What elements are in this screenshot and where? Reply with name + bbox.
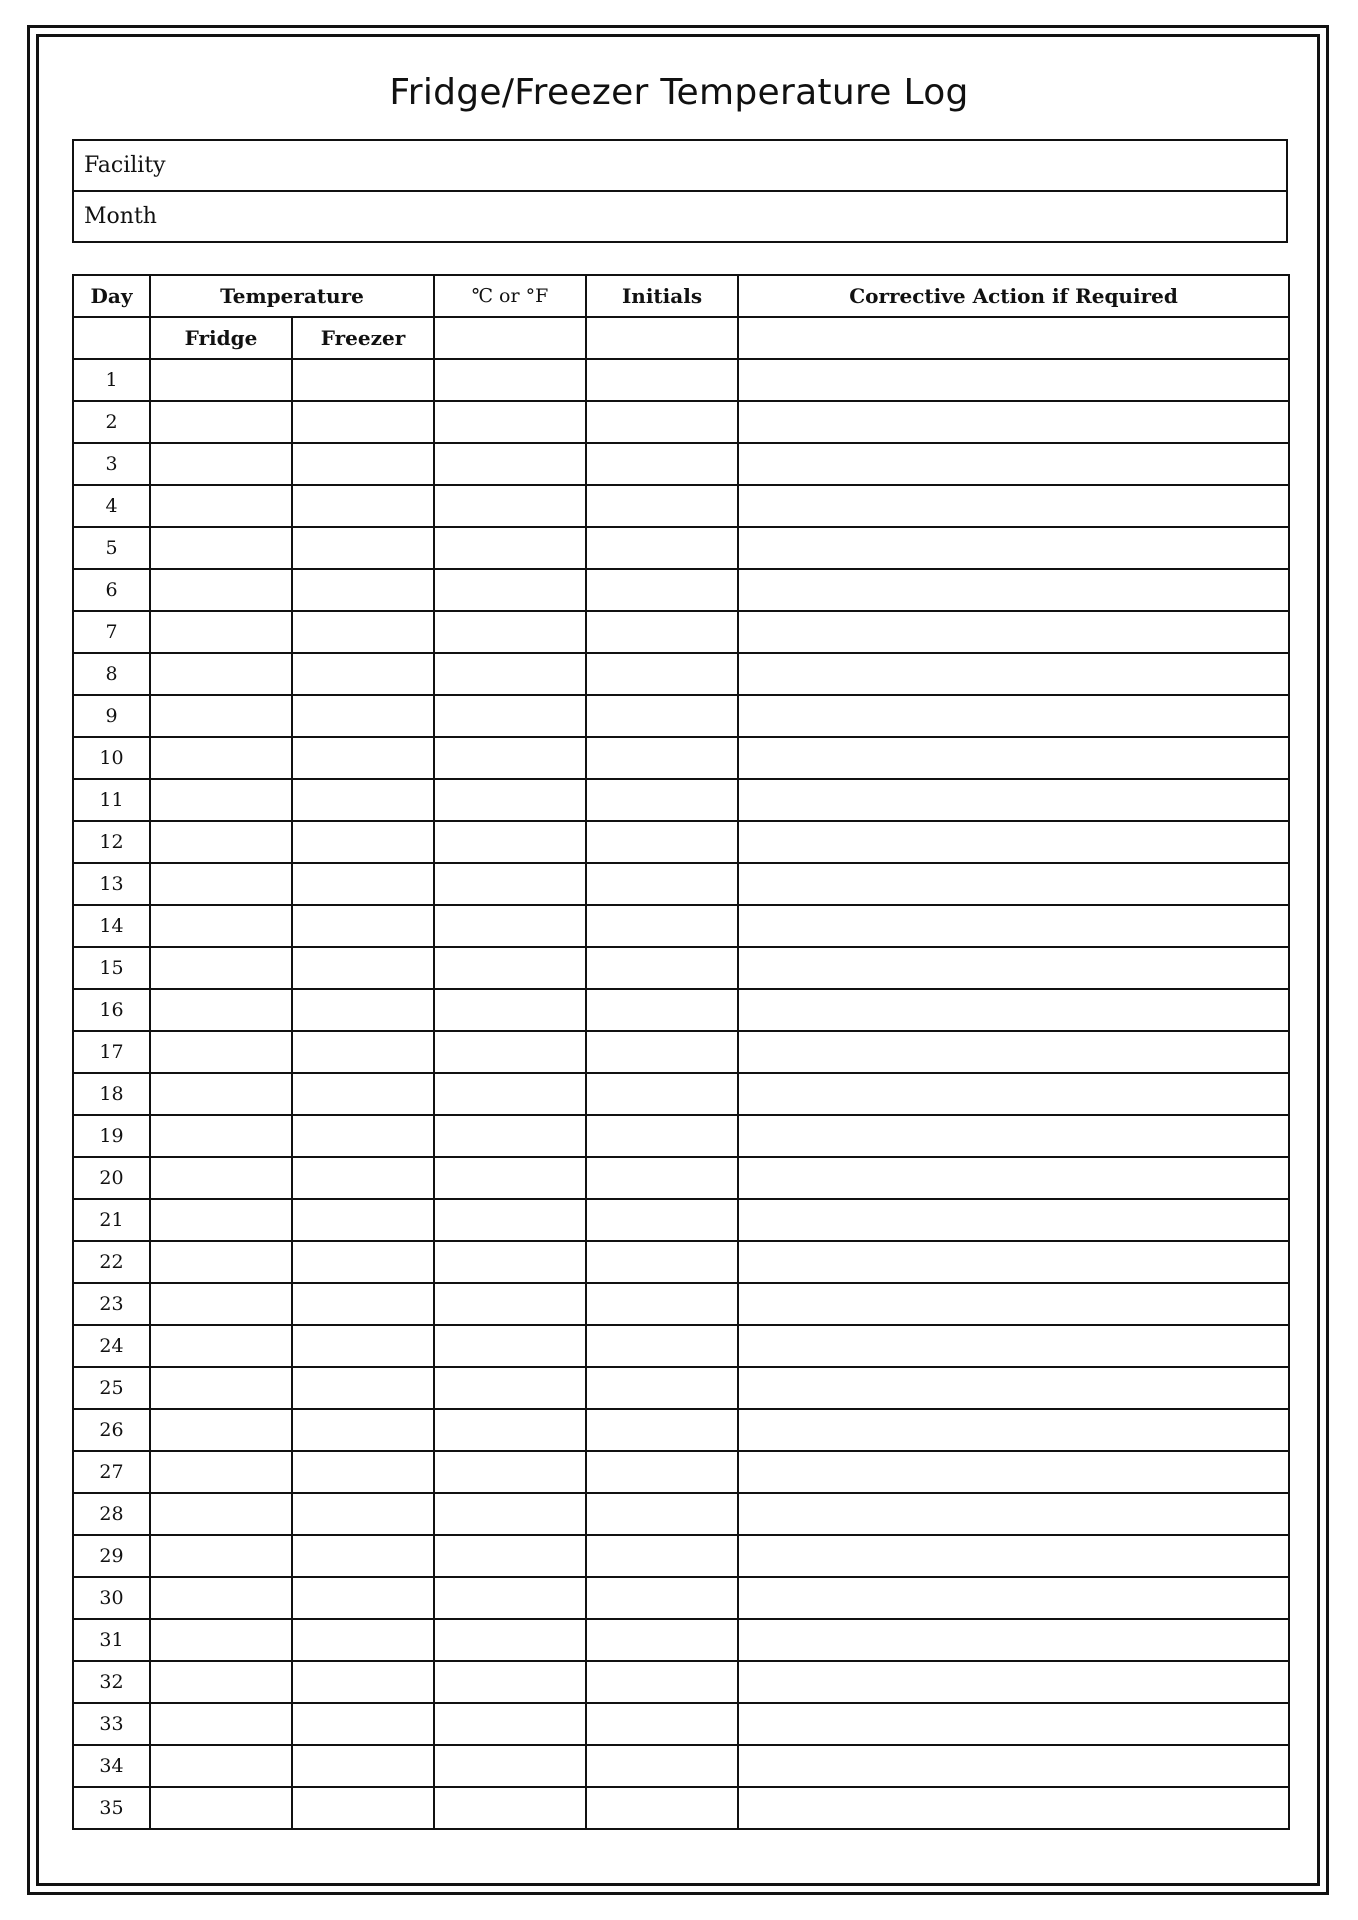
table-row — [73, 989, 1289, 1031]
freezer-cell[interactable] — [292, 1535, 434, 1577]
fridge-cell[interactable] — [150, 1619, 292, 1661]
table-row — [73, 695, 1289, 737]
facility-field[interactable]: Facility — [73, 140, 1287, 191]
freezer-cell[interactable] — [292, 359, 434, 401]
table-row — [73, 1157, 1289, 1199]
day-number: 32 — [73, 1661, 150, 1703]
unit-cell[interactable] — [434, 737, 586, 779]
corrective-action-cell[interactable] — [738, 1661, 1289, 1703]
unit-cell[interactable] — [434, 821, 586, 863]
table-row — [73, 1325, 1289, 1367]
freezer-cell[interactable] — [292, 401, 434, 443]
table-row — [73, 1451, 1289, 1493]
initials-cell[interactable] — [586, 1409, 738, 1451]
fridge-cell[interactable] — [150, 1031, 292, 1073]
table-row — [73, 1535, 1289, 1577]
fridge-cell[interactable] — [150, 737, 292, 779]
fridge-cell[interactable] — [150, 653, 292, 695]
unit-cell[interactable] — [434, 611, 586, 653]
corrective-action-cell[interactable] — [738, 821, 1289, 863]
initials-cell[interactable] — [586, 1493, 738, 1535]
header-unit: ℃ or °F — [434, 275, 586, 317]
day-number: 24 — [73, 1325, 150, 1367]
day-number: 30 — [73, 1577, 150, 1619]
day-number: 9 — [73, 695, 150, 737]
day-number: 4 — [73, 485, 150, 527]
initials-cell[interactable] — [586, 1577, 738, 1619]
fridge-cell[interactable] — [150, 863, 292, 905]
initials-cell[interactable] — [586, 443, 738, 485]
freezer-cell[interactable] — [292, 947, 434, 989]
header-action-blank — [738, 317, 1289, 359]
unit-cell[interactable] — [434, 1451, 586, 1493]
table-row — [73, 947, 1289, 989]
day-number: 27 — [73, 1451, 150, 1493]
table-row — [73, 443, 1289, 485]
header-initials-blank — [586, 317, 738, 359]
day-number: 2 — [73, 401, 150, 443]
day-number: 16 — [73, 989, 150, 1031]
day-number: 22 — [73, 1241, 150, 1283]
initials-cell[interactable] — [586, 1031, 738, 1073]
freezer-cell[interactable] — [292, 1619, 434, 1661]
table-row — [73, 821, 1289, 863]
table-row — [73, 359, 1289, 401]
log-body — [73, 359, 1289, 1829]
initials-cell[interactable] — [586, 1283, 738, 1325]
header-freezer: Freezer — [292, 317, 434, 359]
table-row — [73, 779, 1289, 821]
unit-cell[interactable] — [434, 989, 586, 1031]
initials-cell[interactable] — [586, 1073, 738, 1115]
temperature-log-table — [72, 274, 1290, 1830]
freezer-cell[interactable] — [292, 1745, 434, 1787]
corrective-action-cell[interactable] — [738, 1703, 1289, 1745]
table-row — [73, 569, 1289, 611]
fridge-cell[interactable] — [150, 1115, 292, 1157]
initials-cell[interactable] — [586, 1367, 738, 1409]
table-row — [73, 1283, 1289, 1325]
fridge-cell[interactable] — [150, 1325, 292, 1367]
fridge-cell[interactable] — [150, 1493, 292, 1535]
unit-cell[interactable] — [434, 653, 586, 695]
initials-cell[interactable] — [586, 1199, 738, 1241]
corrective-action-cell[interactable] — [738, 863, 1289, 905]
corrective-action-cell[interactable] — [738, 1787, 1289, 1829]
initials-cell[interactable] — [586, 401, 738, 443]
initials-cell[interactable] — [586, 359, 738, 401]
freezer-cell[interactable] — [292, 779, 434, 821]
freezer-cell[interactable] — [292, 989, 434, 1031]
corrective-action-cell[interactable] — [738, 1493, 1289, 1535]
fridge-cell[interactable] — [150, 527, 292, 569]
header-unit-blank — [434, 317, 586, 359]
header-fridge: Fridge — [150, 317, 292, 359]
freezer-cell[interactable] — [292, 1157, 434, 1199]
corrective-action-cell[interactable] — [738, 359, 1289, 401]
initials-cell[interactable] — [586, 1451, 738, 1493]
corrective-action-cell[interactable] — [738, 1241, 1289, 1283]
initials-cell[interactable] — [586, 1745, 738, 1787]
unit-cell[interactable] — [434, 905, 586, 947]
header-day: Day — [73, 275, 150, 317]
initials-cell[interactable] — [586, 1157, 738, 1199]
unit-cell[interactable] — [434, 1157, 586, 1199]
fridge-cell[interactable] — [150, 485, 292, 527]
corrective-action-cell[interactable] — [738, 443, 1289, 485]
day-number: 33 — [73, 1703, 150, 1745]
day-number: 18 — [73, 1073, 150, 1115]
fridge-cell[interactable] — [150, 1283, 292, 1325]
freezer-cell[interactable] — [292, 527, 434, 569]
freezer-cell[interactable] — [292, 1493, 434, 1535]
fridge-cell[interactable] — [150, 1745, 292, 1787]
unit-cell[interactable] — [434, 569, 586, 611]
unit-cell[interactable] — [434, 1577, 586, 1619]
table-row — [73, 1367, 1289, 1409]
header-initials: Initials — [586, 275, 738, 317]
unit-cell[interactable] — [434, 1031, 586, 1073]
freezer-cell[interactable] — [292, 821, 434, 863]
unit-cell[interactable] — [434, 863, 586, 905]
day-number: 11 — [73, 779, 150, 821]
fridge-cell[interactable] — [150, 1367, 292, 1409]
day-number: 31 — [73, 1619, 150, 1661]
corrective-action-cell[interactable] — [738, 1199, 1289, 1241]
table-row — [73, 1199, 1289, 1241]
freezer-cell[interactable] — [292, 443, 434, 485]
freezer-cell[interactable] — [292, 485, 434, 527]
unit-cell[interactable] — [434, 1199, 586, 1241]
table-row — [73, 1787, 1289, 1829]
table-row — [73, 1241, 1289, 1283]
corrective-action-cell[interactable] — [738, 1535, 1289, 1577]
day-number: 8 — [73, 653, 150, 695]
freezer-cell[interactable] — [292, 653, 434, 695]
corrective-action-cell[interactable] — [738, 1367, 1289, 1409]
fridge-cell[interactable] — [150, 359, 292, 401]
day-number: 34 — [73, 1745, 150, 1787]
day-number: 6 — [73, 569, 150, 611]
initials-cell[interactable] — [586, 1703, 738, 1745]
fridge-cell[interactable] — [150, 989, 292, 1031]
corrective-action-cell[interactable] — [738, 653, 1289, 695]
fridge-cell[interactable] — [150, 1703, 292, 1745]
fridge-cell[interactable] — [150, 821, 292, 863]
initials-cell[interactable] — [586, 527, 738, 569]
table-row — [73, 1661, 1289, 1703]
freezer-cell[interactable] — [292, 1451, 434, 1493]
corrective-action-cell[interactable] — [738, 611, 1289, 653]
table-row — [73, 653, 1289, 695]
table-row — [73, 611, 1289, 653]
fridge-cell[interactable] — [150, 1073, 292, 1115]
day-number: 26 — [73, 1409, 150, 1451]
corrective-action-cell[interactable] — [738, 1157, 1289, 1199]
corrective-action-cell[interactable] — [738, 1409, 1289, 1451]
fridge-cell[interactable] — [150, 1199, 292, 1241]
unit-cell[interactable] — [434, 1745, 586, 1787]
table-row — [73, 527, 1289, 569]
initials-cell[interactable] — [586, 653, 738, 695]
day-number: 15 — [73, 947, 150, 989]
table-row — [73, 485, 1289, 527]
freezer-cell[interactable] — [292, 695, 434, 737]
day-number: 35 — [73, 1787, 150, 1829]
day-number: 14 — [73, 905, 150, 947]
freezer-cell[interactable] — [292, 1577, 434, 1619]
freezer-cell[interactable] — [292, 1787, 434, 1829]
fridge-cell[interactable] — [150, 1661, 292, 1703]
day-number: 10 — [73, 737, 150, 779]
corrective-action-cell[interactable] — [738, 1031, 1289, 1073]
fridge-cell[interactable] — [150, 1157, 292, 1199]
table-row — [73, 863, 1289, 905]
table-row — [73, 1031, 1289, 1073]
freezer-cell[interactable] — [292, 1409, 434, 1451]
fridge-cell[interactable] — [150, 401, 292, 443]
unit-cell[interactable] — [434, 1535, 586, 1577]
unit-cell[interactable] — [434, 1241, 586, 1283]
initials-cell[interactable] — [586, 1115, 738, 1157]
fridge-cell[interactable] — [150, 1241, 292, 1283]
freezer-cell[interactable] — [292, 611, 434, 653]
corrective-action-cell[interactable] — [738, 401, 1289, 443]
initials-cell[interactable] — [586, 737, 738, 779]
day-number: 12 — [73, 821, 150, 863]
day-number: 13 — [73, 863, 150, 905]
initials-cell[interactable] — [586, 1241, 738, 1283]
corrective-action-cell[interactable] — [738, 1745, 1289, 1787]
initials-cell[interactable] — [586, 1325, 738, 1367]
corrective-action-cell[interactable] — [738, 1325, 1289, 1367]
unit-cell[interactable] — [434, 1409, 586, 1451]
unit-cell[interactable] — [434, 779, 586, 821]
day-number: 1 — [73, 359, 150, 401]
unit-cell[interactable] — [434, 947, 586, 989]
fridge-cell[interactable] — [150, 1787, 292, 1829]
header-temperature: Temperature — [150, 275, 434, 317]
initials-cell[interactable] — [586, 485, 738, 527]
fridge-cell[interactable] — [150, 611, 292, 653]
freezer-cell[interactable] — [292, 1661, 434, 1703]
freezer-cell[interactable] — [292, 1703, 434, 1745]
unit-cell[interactable] — [434, 1073, 586, 1115]
fridge-cell[interactable] — [150, 905, 292, 947]
freezer-cell[interactable] — [292, 737, 434, 779]
initials-cell[interactable] — [586, 569, 738, 611]
initials-cell[interactable] — [586, 821, 738, 863]
initials-cell[interactable] — [586, 779, 738, 821]
unit-cell[interactable] — [434, 1367, 586, 1409]
table-row — [73, 401, 1289, 443]
unit-cell[interactable] — [434, 1493, 586, 1535]
unit-cell[interactable] — [434, 1787, 586, 1829]
corrective-action-cell[interactable] — [738, 1577, 1289, 1619]
header-row-sub — [73, 317, 1289, 359]
info-table — [72, 139, 1288, 243]
initials-cell[interactable] — [586, 1787, 738, 1829]
day-number: 21 — [73, 1199, 150, 1241]
corrective-action-cell[interactable] — [738, 947, 1289, 989]
corrective-action-cell[interactable] — [738, 527, 1289, 569]
initials-cell[interactable] — [586, 905, 738, 947]
table-row — [73, 1073, 1289, 1115]
table-row — [73, 1703, 1289, 1745]
freezer-cell[interactable] — [292, 1031, 434, 1073]
fridge-cell[interactable] — [150, 695, 292, 737]
fridge-cell[interactable] — [150, 779, 292, 821]
corrective-action-cell[interactable] — [738, 989, 1289, 1031]
freezer-cell[interactable] — [292, 1367, 434, 1409]
fridge-cell[interactable] — [150, 1409, 292, 1451]
initials-cell[interactable] — [586, 947, 738, 989]
table-row — [73, 737, 1289, 779]
freezer-cell[interactable] — [292, 863, 434, 905]
corrective-action-cell[interactable] — [738, 1283, 1289, 1325]
day-number: 25 — [73, 1367, 150, 1409]
header-row-main — [73, 275, 1289, 317]
table-row — [73, 1115, 1289, 1157]
initials-cell[interactable] — [586, 611, 738, 653]
corrective-action-cell[interactable] — [738, 1619, 1289, 1661]
initials-cell[interactable] — [586, 989, 738, 1031]
corrective-action-cell[interactable] — [738, 1451, 1289, 1493]
table-row — [73, 1619, 1289, 1661]
unit-cell[interactable] — [434, 1703, 586, 1745]
corrective-action-cell[interactable] — [738, 737, 1289, 779]
day-number: 23 — [73, 1283, 150, 1325]
unit-cell[interactable] — [434, 1619, 586, 1661]
corrective-action-cell[interactable] — [738, 1115, 1289, 1157]
initials-cell[interactable] — [586, 863, 738, 905]
header-corrective-action: Corrective Action if Required — [738, 275, 1289, 317]
corrective-action-cell[interactable] — [738, 485, 1289, 527]
fridge-cell[interactable] — [150, 1451, 292, 1493]
freezer-cell[interactable] — [292, 1115, 434, 1157]
initials-cell[interactable] — [586, 1535, 738, 1577]
unit-cell[interactable] — [434, 359, 586, 401]
header-day-blank — [73, 317, 150, 359]
freezer-cell[interactable] — [292, 569, 434, 611]
month-field[interactable]: Month — [73, 191, 1287, 242]
table-row — [73, 1409, 1289, 1451]
initials-cell[interactable] — [586, 695, 738, 737]
unit-cell[interactable] — [434, 401, 586, 443]
freezer-cell[interactable] — [292, 905, 434, 947]
corrective-action-cell[interactable] — [738, 695, 1289, 737]
initials-cell[interactable] — [586, 1619, 738, 1661]
page-title: Fridge/Freezer Temperature Log — [389, 72, 969, 113]
unit-cell[interactable] — [434, 1115, 586, 1157]
corrective-action-cell[interactable] — [738, 779, 1289, 821]
day-number: 5 — [73, 527, 150, 569]
day-number: 17 — [73, 1031, 150, 1073]
unit-cell[interactable] — [434, 485, 586, 527]
initials-cell[interactable] — [586, 1661, 738, 1703]
info-row-facility — [73, 140, 1287, 191]
day-number: 19 — [73, 1115, 150, 1157]
unit-cell[interactable] — [434, 443, 586, 485]
fridge-cell[interactable] — [150, 443, 292, 485]
table-row — [73, 1493, 1289, 1535]
unit-cell[interactable] — [434, 1325, 586, 1367]
table-row — [73, 905, 1289, 947]
fridge-cell[interactable] — [150, 569, 292, 611]
table-row — [73, 1577, 1289, 1619]
freezer-cell[interactable] — [292, 1283, 434, 1325]
day-number: 7 — [73, 611, 150, 653]
day-number: 20 — [73, 1157, 150, 1199]
corrective-action-cell[interactable] — [738, 905, 1289, 947]
freezer-cell[interactable] — [292, 1241, 434, 1283]
freezer-cell[interactable] — [292, 1325, 434, 1367]
day-number: 3 — [73, 443, 150, 485]
freezer-cell[interactable] — [292, 1199, 434, 1241]
day-number: 29 — [73, 1535, 150, 1577]
unit-cell[interactable] — [434, 1283, 586, 1325]
fridge-cell[interactable] — [150, 947, 292, 989]
table-row — [73, 1745, 1289, 1787]
corrective-action-cell[interactable] — [738, 569, 1289, 611]
unit-cell[interactable] — [434, 695, 586, 737]
fridge-cell[interactable] — [150, 1535, 292, 1577]
freezer-cell[interactable] — [292, 1073, 434, 1115]
corrective-action-cell[interactable] — [738, 1073, 1289, 1115]
day-number: 28 — [73, 1493, 150, 1535]
unit-cell[interactable] — [434, 527, 586, 569]
info-row-month — [73, 191, 1287, 242]
unit-cell[interactable] — [434, 1661, 586, 1703]
fridge-cell[interactable] — [150, 1577, 292, 1619]
